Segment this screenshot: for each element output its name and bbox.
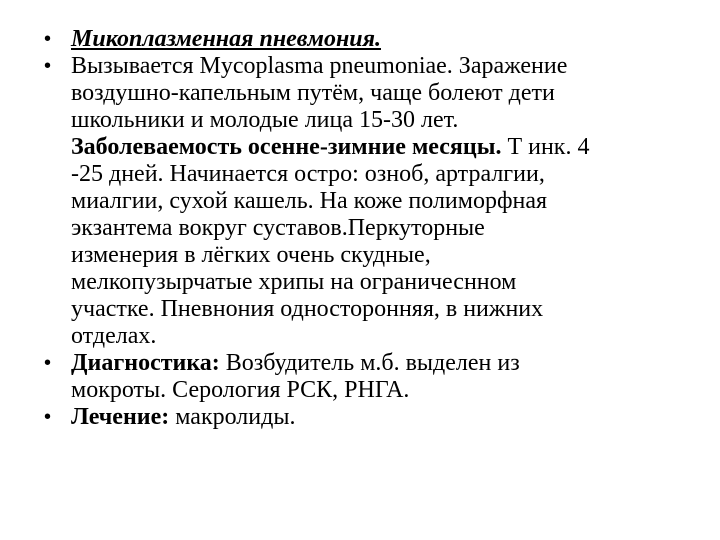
bullet-marker: • — [44, 406, 52, 428]
description-line: школьники и молодые лица 15-30 лет. — [71, 107, 459, 133]
bullet-description — [44, 53, 664, 350]
incubation-text: Т инк. 4 — [501, 134, 590, 160]
bullet-marker: • — [44, 28, 52, 50]
diagnostics-line: мокроты. Серология РСК, РНГА. — [71, 377, 410, 403]
description-line: -25 дней. Начинается остро: озноб, артралгии, — [71, 161, 545, 187]
diagnostics-label: Диагностика: — [71, 350, 220, 376]
bullet-marker: • — [44, 55, 52, 77]
description-line: мелкопузырчатые хрипы на ограничеснном — [71, 269, 517, 295]
slide-title: Микоплазменная пневмония. — [71, 26, 381, 52]
diagnostics-line — [71, 350, 664, 377]
description-line: участке. Пневнония односторонняя, в нижних — [71, 296, 544, 322]
description-line: миалгии, сухой кашель. На коже полиморфная — [71, 188, 548, 214]
bullet-title — [44, 26, 664, 53]
treatment-text: макролиды. — [169, 404, 296, 430]
bullet-list — [44, 26, 664, 431]
bullet-diagnostics — [44, 350, 664, 404]
description-line — [71, 134, 664, 161]
description-line: Вызывается Mycoplasma pneumoniae. Заражение — [71, 53, 568, 79]
bullet-marker: • — [44, 352, 52, 374]
diagnostics-text: Возбудитель м.б. выделен из — [219, 350, 520, 376]
incidence-bold-text: Заболеваемость осенне-зимние месяцы. — [71, 134, 502, 160]
description-line: экзантема вокруг суставов.Перкуторные — [71, 215, 485, 241]
description-line: изменерия в лёгких очень скудные, — [71, 242, 431, 268]
treatment-line — [71, 404, 664, 431]
description-line: воздушно-капельным путём, чаще болеют дети — [71, 80, 555, 106]
description-line: отделах. — [71, 323, 157, 349]
bullet-treatment — [44, 404, 664, 431]
treatment-label: Лечение: — [71, 404, 170, 430]
